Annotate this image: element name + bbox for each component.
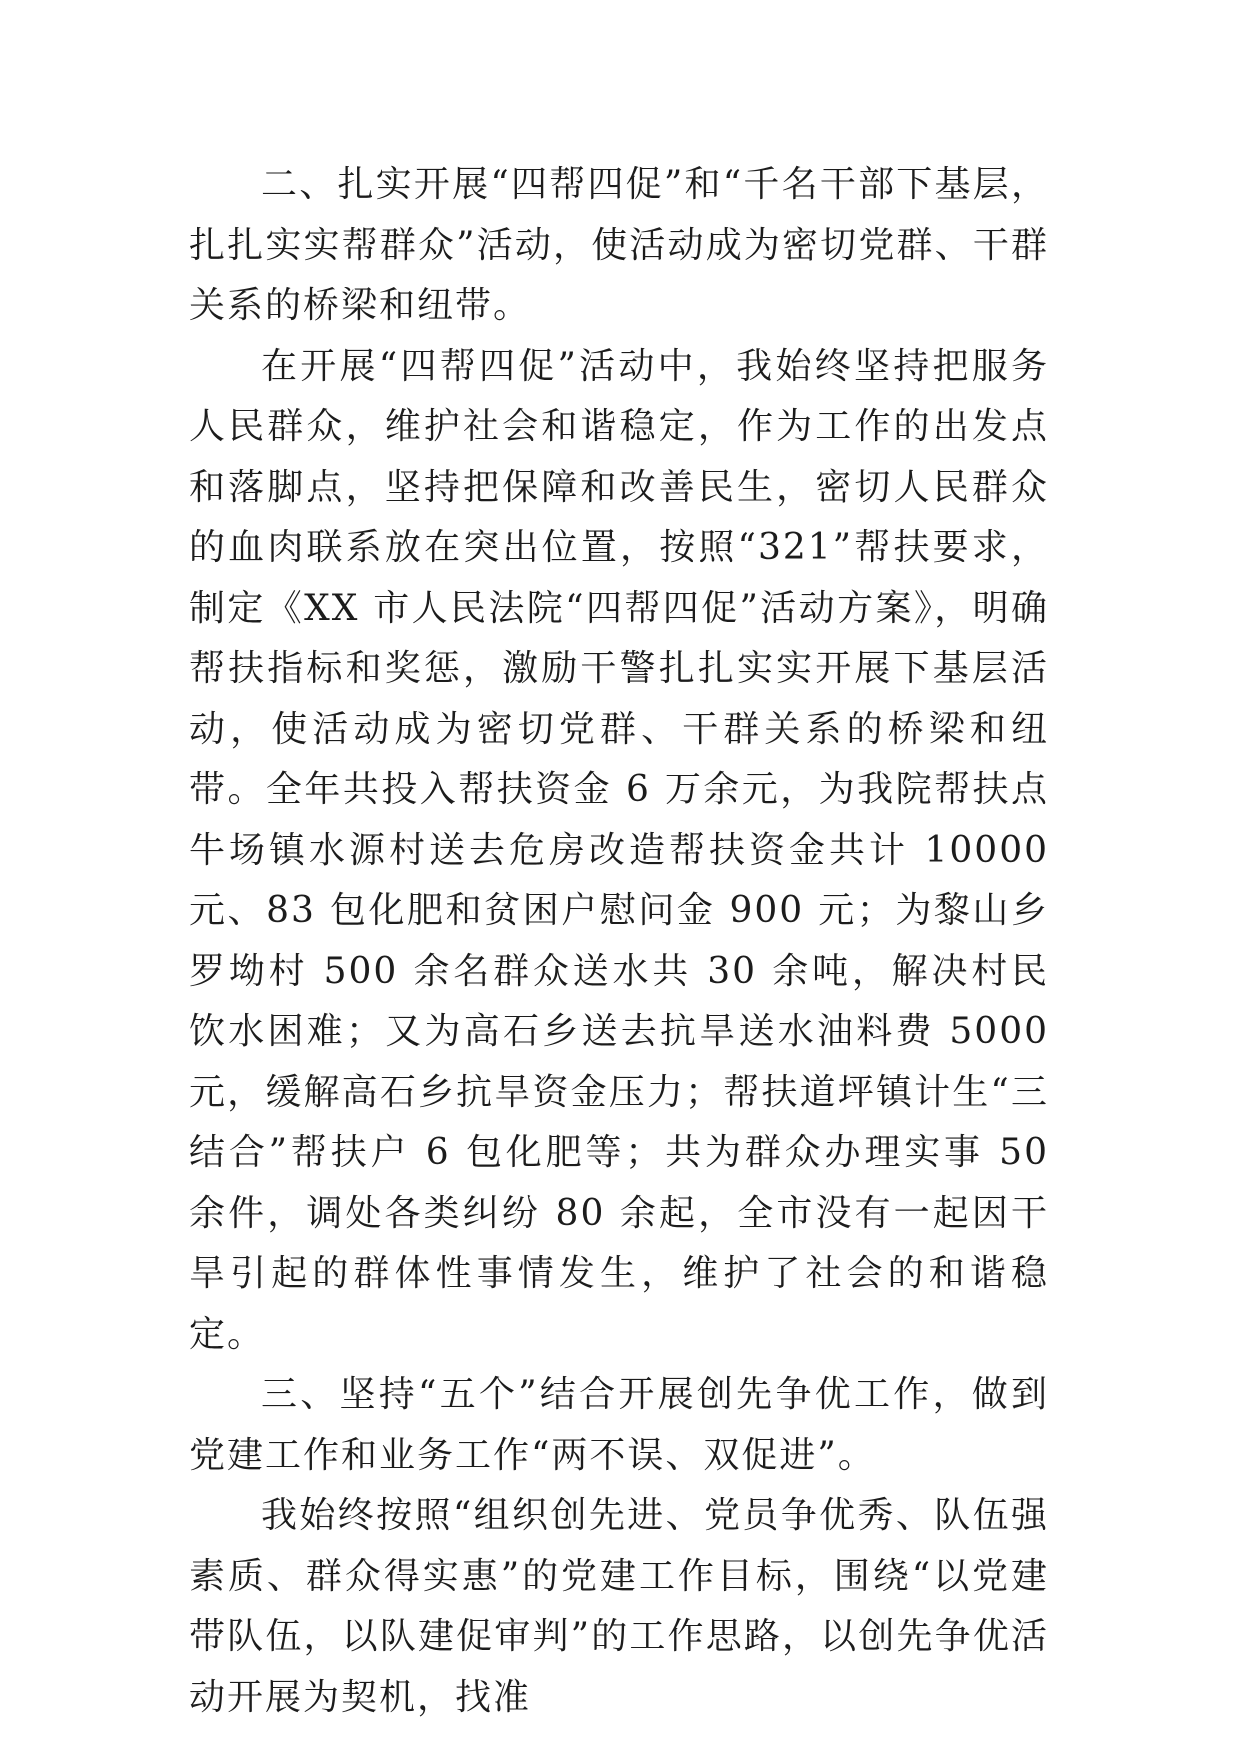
document-body — [189, 155, 1049, 1728]
paragraph-section-three-heading: 三、坚持“五个”结合开展创先争优工作，做到党建工作和业务工作“两不误、双促进”。 — [189, 1374, 1049, 1476]
paragraph-four-help-activity: 在开展“四帮四促”活动中，我始终坚持把服务人民群众，维护社会和谐稳定，作为工作的出发点和落脚点，坚持把保障和改善民生，密切人民群众的血肉联系放在突出位置，按照“321”帮扶要求，制定《XX 市人民法院“四帮四促”活动方案》，明确帮扶指标和奖惩，激励干警扎扎实实开展下基层活动，使活动成为密切党群、干群关系的桥梁和纽带。全年共投入帮扶资金 6 万余元，为我院帮扶点牛场镇水源村送去危房改造帮扶资金共计 10000 元、83 包化肥和贫困户慰问金 900 元；为黎山乡罗坳村 500 余名群众送水共 30 余吨，解决村民饮水困难；又为高石乡送去抗旱送水油料费 5000 元，缓解高石乡抗旱资金压力；帮扶道坪镇计生“三结合”帮扶户 6 包化肥等；共为群众办理实事 50 余件，调处各类纠纷 80 余起，全市没有一起因干旱引起的群体性事情发生，维护了社会的和谐稳定。 — [189, 345, 1049, 1355]
paragraph-party-building-goals: 我始终按照“组织创先进、党员争优秀、队伍强素质、群众得实惠”的党建工作目标，围绕“以党建带队伍，以队建促审判”的工作思路，以创先争优活动开展为契机，找准 — [189, 1495, 1049, 1718]
paragraph-section-two-heading: 二、扎实开展“四帮四促”和“千名干部下基层，扎扎实实帮群众”活动，使活动成为密切党群、干群关系的桥梁和纽带。 — [189, 164, 1049, 326]
